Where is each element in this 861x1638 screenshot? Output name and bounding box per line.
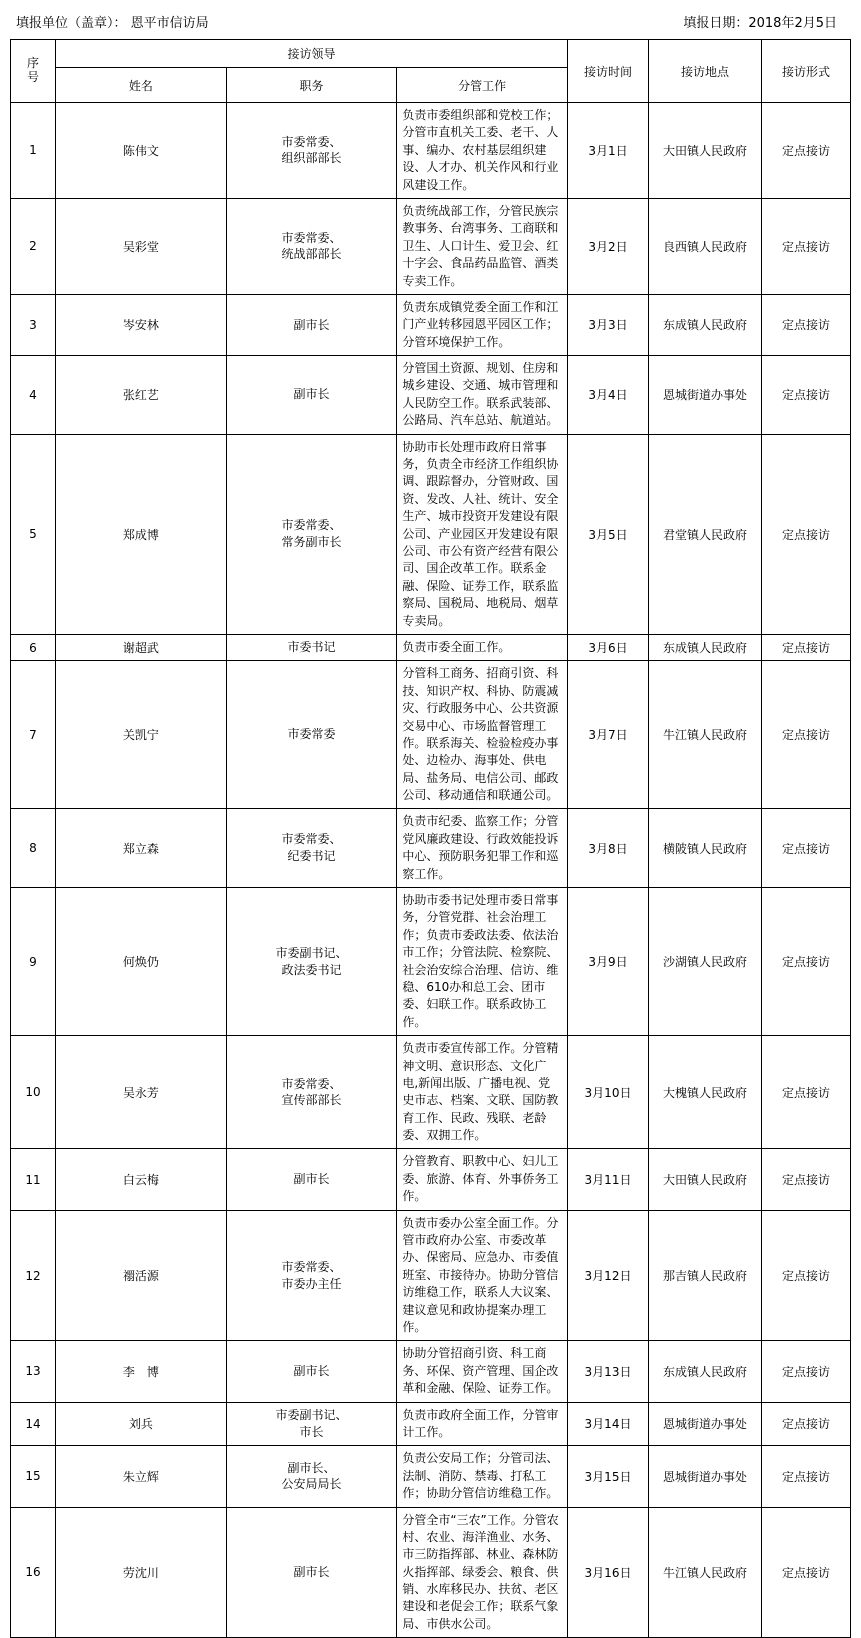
cell-seq: 9 <box>11 888 56 1036</box>
cell-time: 3月3日 <box>568 294 649 355</box>
cell-seq: 1 <box>11 103 56 199</box>
cell-post: 市委常委、 常务副市长 <box>226 434 397 634</box>
table-row <box>11 634 851 660</box>
report-date <box>683 12 845 31</box>
cell-work: 负责统战部工作，分管民族宗教事务、台湾事务、工商联和卫生、人口计生、爱卫会、红十字会、食品药品监管、酒类专卖工作。 <box>397 198 568 294</box>
column-header-time: 接访时间 <box>568 40 649 103</box>
cell-place: 东成镇人民政府 <box>649 634 762 660</box>
cell-time: 3月6日 <box>568 634 649 660</box>
cell-post: 市委常委、 组织部部长 <box>226 103 397 199</box>
cell-form: 定点接访 <box>762 1149 851 1210</box>
cell-form: 定点接访 <box>762 1402 851 1446</box>
reporting-unit-value: 恩平市信访局 <box>130 16 209 31</box>
document-header <box>10 8 851 39</box>
cell-form: 定点接访 <box>762 356 851 435</box>
cell-seq: 16 <box>11 1507 56 1638</box>
cell-work: 负责东成镇党委全面工作和江门产业转移园恩平园区工作；分管环境保护工作。 <box>397 294 568 355</box>
cell-seq: 13 <box>11 1341 56 1402</box>
cell-form: 定点接访 <box>762 1507 851 1638</box>
cell-form: 定点接访 <box>762 103 851 199</box>
cell-seq: 2 <box>11 198 56 294</box>
cell-seq: 10 <box>11 1036 56 1149</box>
cell-form: 定点接访 <box>762 888 851 1036</box>
cell-form: 定点接访 <box>762 434 851 634</box>
cell-post: 市委副书记、 市长 <box>226 1402 397 1446</box>
cell-place: 牛江镇人民政府 <box>649 1507 762 1638</box>
cell-name: 吴永芳 <box>56 1036 227 1149</box>
cell-seq: 7 <box>11 661 56 809</box>
cell-form: 定点接访 <box>762 1036 851 1149</box>
cell-work: 负责市委办公室全面工作。分管市政府办公室、市委改革办、保密局、应急办、市委值班室、市接待办。协助分管信访维稳工作，联系人大议案、建议意见和政协提案办理工作。 <box>397 1210 568 1341</box>
cell-post: 市委常委 <box>226 661 397 809</box>
cell-place: 恩城街道办事处 <box>649 1446 762 1507</box>
cell-post: 副市长 <box>226 294 397 355</box>
cell-form: 定点接访 <box>762 634 851 660</box>
column-header-name: 姓名 <box>56 68 227 103</box>
cell-post: 市委常委、 市委办主任 <box>226 1210 397 1341</box>
cell-seq: 8 <box>11 809 56 888</box>
table-body <box>11 103 851 1638</box>
report-date-value: 2018年2月5日 <box>748 16 837 31</box>
column-header-seq-line1: 序 <box>26 56 39 71</box>
cell-work: 协助市委书记处理市委日常事务，分管党群、社会治理工作；负责市委政法委、依法治市工作；分管法院、检察院、社会治安综合治理、信访、维稳、610办和总工会、团市委、妇联工作。联系政协工作。 <box>397 888 568 1036</box>
cell-place: 横陂镇人民政府 <box>649 809 762 888</box>
table-row <box>11 1341 851 1402</box>
cell-post: 市委常委、 纪委书记 <box>226 809 397 888</box>
cell-post: 副市长 <box>226 356 397 435</box>
cell-seq: 14 <box>11 1402 56 1446</box>
table-row <box>11 434 851 634</box>
cell-work: 分管科工商务、招商引资、科技、知识产权、科协、防震减灾、行政服务中心、公共资源交易中心、市场监督管理工作。联系海关、检验检疫办事处、边检办、海事处、供电局、盐务局、电信公司、邮政公司、移动通信和联通公司。 <box>397 661 568 809</box>
report-date-label: 填报日期： <box>683 16 749 31</box>
cell-form: 定点接访 <box>762 661 851 809</box>
cell-post: 市委常委、 统战部部长 <box>226 198 397 294</box>
cell-post: 市委书记 <box>226 634 397 660</box>
column-header-form: 接访形式 <box>762 40 851 103</box>
cell-name: 禤活源 <box>56 1210 227 1341</box>
cell-time: 3月7日 <box>568 661 649 809</box>
table-row <box>11 1149 851 1210</box>
cell-form: 定点接访 <box>762 1446 851 1507</box>
cell-work: 负责公安局工作；分管司法、法制、消防、禁毒、打私工作；协助分管信访维稳工作。 <box>397 1446 568 1507</box>
cell-seq: 5 <box>11 434 56 634</box>
table-row <box>11 1446 851 1507</box>
cell-time: 3月2日 <box>568 198 649 294</box>
column-header-work: 分管工作 <box>397 68 568 103</box>
cell-place: 大田镇人民政府 <box>649 103 762 199</box>
reception-schedule-table <box>10 39 851 1638</box>
cell-time: 3月8日 <box>568 809 649 888</box>
cell-work: 负责市纪委、监察工作；分管党风廉政建设、行政效能投诉中心、预防职务犯罪工作和巡察工作。 <box>397 809 568 888</box>
cell-seq: 3 <box>11 294 56 355</box>
reporting-unit <box>16 12 209 31</box>
cell-seq: 4 <box>11 356 56 435</box>
table-row <box>11 103 851 199</box>
cell-work: 协助市长处理市政府日常事务，负责全市经济工作组织协调、跟踪督办，分管财政、国资、发改、人社、统计、安全生产、城市投资开发建设有限公司、产业园区开发建设有限公司、市公有资产经营有限公司、国企改革工作。联系金融、保险、证券工作，联系监察局、国税局、地税局、烟草专卖局。 <box>397 434 568 634</box>
cell-time: 3月4日 <box>568 356 649 435</box>
cell-post: 市委常委、 宣传部部长 <box>226 1036 397 1149</box>
cell-name: 岑安林 <box>56 294 227 355</box>
cell-place: 大田镇人民政府 <box>649 1149 762 1210</box>
cell-name: 郑成博 <box>56 434 227 634</box>
cell-seq: 12 <box>11 1210 56 1341</box>
cell-post: 副市长 <box>226 1341 397 1402</box>
cell-time: 3月5日 <box>568 434 649 634</box>
cell-name: 劳沈川 <box>56 1507 227 1638</box>
cell-time: 3月13日 <box>568 1341 649 1402</box>
cell-time: 3月10日 <box>568 1036 649 1149</box>
cell-place: 大槐镇人民政府 <box>649 1036 762 1149</box>
table-header-row-top <box>11 40 851 68</box>
cell-form: 定点接访 <box>762 198 851 294</box>
cell-seq: 15 <box>11 1446 56 1507</box>
table-row <box>11 1507 851 1638</box>
cell-name: 何焕仍 <box>56 888 227 1036</box>
cell-name: 关凯宁 <box>56 661 227 809</box>
cell-place: 东成镇人民政府 <box>649 294 762 355</box>
cell-work: 分管国土资源、规划、住房和城乡建设、交通、城市管理和人民防空工作。联系武装部、公路局、汽车总站、航道站。 <box>397 356 568 435</box>
table-row <box>11 1210 851 1341</box>
cell-seq: 11 <box>11 1149 56 1210</box>
cell-name: 谢超武 <box>56 634 227 660</box>
cell-name: 张红艺 <box>56 356 227 435</box>
cell-time: 3月14日 <box>568 1402 649 1446</box>
cell-name: 郑立森 <box>56 809 227 888</box>
cell-place: 恩城街道办事处 <box>649 1402 762 1446</box>
cell-work: 负责市委全面工作。 <box>397 634 568 660</box>
cell-work: 负责市委宣传部工作。分管精神文明、意识形态、文化广电,新闻出版、广播电视、党史市志、档案、文联、国防教育工作、民政、残联、老龄委、双拥工作。 <box>397 1036 568 1149</box>
cell-time: 3月11日 <box>568 1149 649 1210</box>
table-row <box>11 356 851 435</box>
cell-work: 分管全市“三农”工作。分管农村、农业、海洋渔业、水务、市三防指挥部、林业、森林防火指挥部、绿委会、粮食、供销、水库移民办、扶贫、老区建设和老促会工作；联系气象局、市供水公司。 <box>397 1507 568 1638</box>
cell-place: 那吉镇人民政府 <box>649 1210 762 1341</box>
cell-work: 分管教育、职教中心、妇儿工委、旅游、体育、外事侨务工作。 <box>397 1149 568 1210</box>
cell-name: 朱立辉 <box>56 1446 227 1507</box>
cell-name: 刘兵 <box>56 1402 227 1446</box>
table-row <box>11 1036 851 1149</box>
cell-post: 副市长 <box>226 1149 397 1210</box>
cell-name: 白云梅 <box>56 1149 227 1210</box>
cell-time: 3月12日 <box>568 1210 649 1341</box>
column-header-post: 职务 <box>226 68 397 103</box>
table-row <box>11 294 851 355</box>
cell-work: 协助分管招商引资、科工商务、环保、资产管理、国企改革和金融、保险、证券工作。 <box>397 1341 568 1402</box>
cell-name: 吴彩堂 <box>56 198 227 294</box>
cell-time: 3月16日 <box>568 1507 649 1638</box>
cell-post: 市委副书记、 政法委书记 <box>226 888 397 1036</box>
column-header-seq <box>11 40 56 103</box>
cell-form: 定点接访 <box>762 809 851 888</box>
table-row <box>11 1402 851 1446</box>
cell-time: 3月15日 <box>568 1446 649 1507</box>
cell-time: 3月9日 <box>568 888 649 1036</box>
cell-place: 良西镇人民政府 <box>649 198 762 294</box>
cell-time: 3月1日 <box>568 103 649 199</box>
cell-form: 定点接访 <box>762 294 851 355</box>
table-row <box>11 661 851 809</box>
cell-post: 副市长、 公安局局长 <box>226 1446 397 1507</box>
reporting-unit-label: 填报单位（盖章）： <box>16 16 127 31</box>
cell-form: 定点接访 <box>762 1341 851 1402</box>
column-header-seq-line2: 号 <box>26 70 39 84</box>
cell-place: 沙湖镇人民政府 <box>649 888 762 1036</box>
cell-seq: 6 <box>11 634 56 660</box>
cell-name: 陈伟文 <box>56 103 227 199</box>
table-row <box>11 888 851 1036</box>
cell-work: 负责市委组织部和党校工作；分管市直机关工委、老干、人事、编办、农村基层组织建设、人才办、机关作风和行业风建设工作。 <box>397 103 568 199</box>
table-head <box>11 40 851 103</box>
table-row <box>11 198 851 294</box>
cell-name: 李 博 <box>56 1341 227 1402</box>
cell-place: 牛江镇人民政府 <box>649 661 762 809</box>
cell-place: 东成镇人民政府 <box>649 1341 762 1402</box>
cell-form: 定点接访 <box>762 1210 851 1341</box>
cell-place: 君堂镇人民政府 <box>649 434 762 634</box>
cell-place: 恩城街道办事处 <box>649 356 762 435</box>
cell-work: 负责市政府全面工作，分管审计工作。 <box>397 1402 568 1446</box>
column-header-group-leader: 接访领导 <box>56 40 568 68</box>
column-header-place: 接访地点 <box>649 40 762 103</box>
cell-post: 副市长 <box>226 1507 397 1638</box>
table-row <box>11 809 851 888</box>
